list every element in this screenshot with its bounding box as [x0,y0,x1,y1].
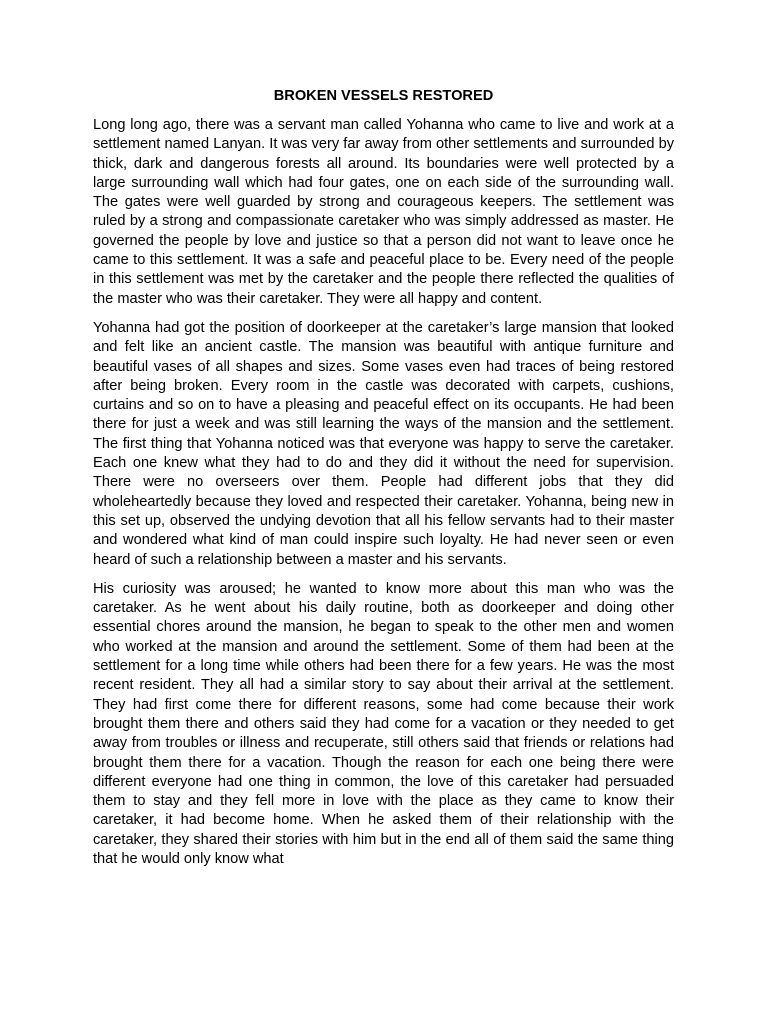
document-body [93,86,674,879]
document-title: BROKEN VESSELS RESTORED [273,88,494,104]
paragraph-3: His curiosity was aroused; he wanted to know more about this man who was the caretaker. As he went about his daily routine, both as doorkeeper and doing other essential chores around the mansion, he began to speak to the other men and women who worked at the mansion and around the settlement. Some of them had been at the settlement for a long time while others had been there for a few years. He was the most recent resident. They all had a similar story to say about their arrival at the settlement. They had first come there for different reasons, some had come because their work brought them there and others said they had come for a vacation or they needed to get away from troubles or illness and recuperate, still others said that friends or relations had brought them there for a vacation. Though the reason for each one being there were different everyone had one thing in common, the love of this caretaker had persuaded them to stay and they fell more in love with the place as they came to know their caretaker, it had become home. When he asked them of their relationship with the caretaker, they shared their stories with him but in the end all of them said the same thing that he would only know what [93,580,674,867]
paragraph-1: Long long ago, there was a servant man called Yohanna who came to live and work at a settlement named Lanyan. It was very far away from other settlements and surrounded by thick, dark and dangerous forests all around. Its boundaries were well protected by a large surrounding wall which had four gates, one on each side of the surrounding wall. The gates were well guarded by strong and courageous keepers. The settlement was ruled by a strong and compassionate caretaker who was simply addressed as master. He governed the people by love and justice so that a person did not want to leave once he came to this settlement. It was a safe and peaceful place to be. Every need of the people in this settlement was met by the caretaker and the people there reflected the qualities of the master who was their caretaker. They were all happy and content. [93,117,674,307]
paragraph-2: Yohanna had got the position of doorkeeper at the caretaker’s large mansion that looked and felt like an ancient castle. The mansion was beautiful with antique furniture and beautiful vases of all shapes and sizes. Some vases even had traces of being restored after being broken. Every room in the castle was decorated with carpets, cushions, curtains and so on to have a pleasing and peaceful effect on its occupants. He had been there for just a week and was still learning the ways of the mansion and the settlement. The first thing that Yohanna noticed was that everyone was happy to serve the caretaker. Each one knew what they had to do and they did it without the need for supervision. There were no overseers over them. People had different jobs that they did wholeheartedly because they loved and respected their caretaker. Yohanna, being new in this set up, observed the undying devotion that all his fellow servants had to their master and wondered what kind of man could inspire such loyalty. He had never seen or even heard of such a relationship between a master and his servants. [93,319,674,568]
